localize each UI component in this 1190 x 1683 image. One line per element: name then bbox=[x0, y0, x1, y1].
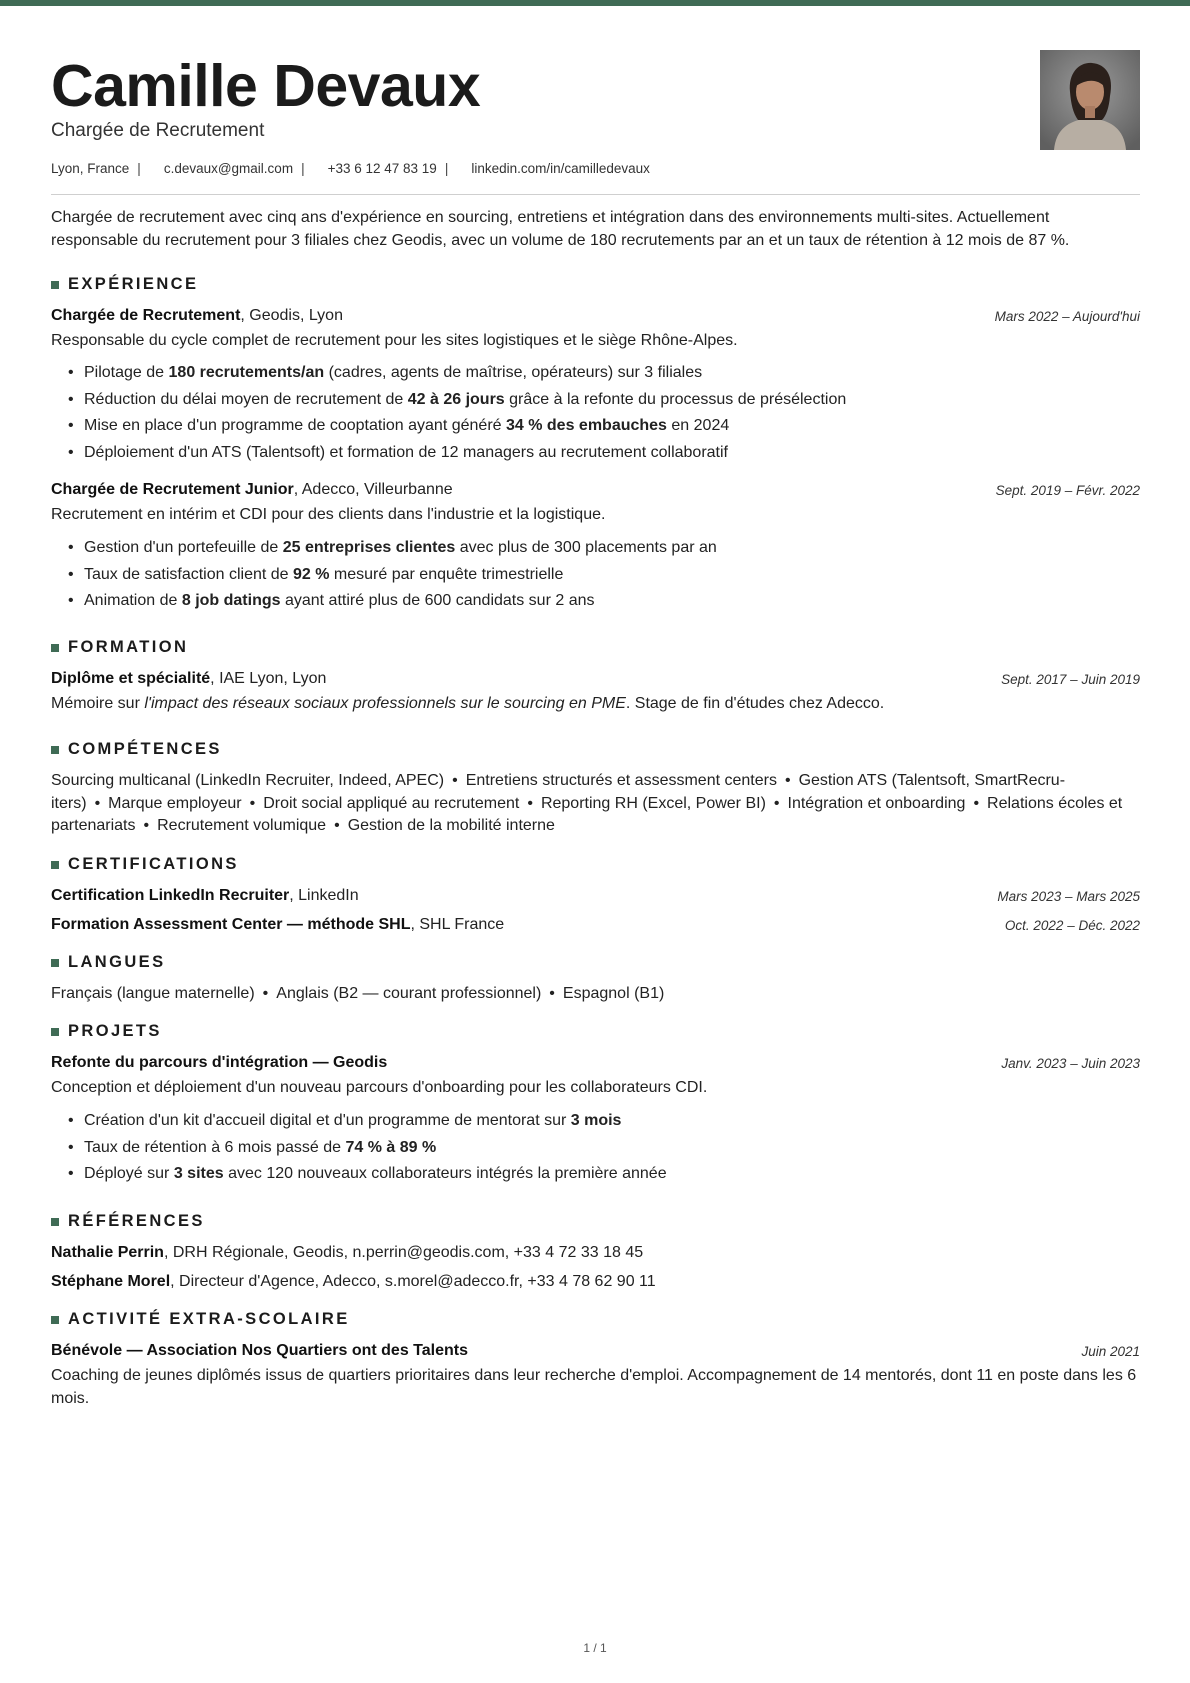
reference-entry bbox=[51, 1271, 1140, 1293]
experience-date: Sept. 2019 – Févr. 2022 bbox=[995, 483, 1140, 498]
contact-location: Lyon, France bbox=[51, 161, 130, 176]
skill-item: Relations écoles et partenariats bbox=[51, 794, 1123, 834]
section-marker-icon bbox=[51, 746, 59, 754]
experience-entry-heading bbox=[51, 479, 1140, 501]
list-item: • Création d'un kit d'accueil digital et d'un programme de mentorat sur 3 mois bbox=[84, 1108, 1134, 1135]
reference-details: , Directeur d'Agence, Adecco, s.morel@adecco.fr, +33 4 78 62 90 11 bbox=[170, 1273, 656, 1290]
project-bullet-list bbox=[84, 1108, 1134, 1188]
list-item: • Mise en place d'un programme de cooptation ayant généré 34 % des embauches en 2024 bbox=[84, 413, 1134, 440]
section-marker-icon bbox=[51, 281, 59, 289]
project-entry-heading bbox=[51, 1052, 1140, 1074]
reference-details: , DRH Régionale, Geodis, n.perrin@geodis.com, +33 4 72 33 18 45 bbox=[163, 1244, 644, 1261]
contact-separator: | bbox=[137, 161, 141, 176]
reference-name: Stéphane Morel bbox=[51, 1273, 171, 1290]
section-marker-icon bbox=[51, 959, 59, 967]
list-item: • Déploiement d'un ATS (Talentsoft) et formation de 12 managers au recrutement collaboratif bbox=[84, 440, 1134, 467]
skill-item: Reporting RH (Excel, Power BI) bbox=[540, 794, 766, 812]
section-title-competences: COMPÉTENCES bbox=[51, 740, 222, 759]
skill-item: Recrutement volumique bbox=[157, 817, 327, 834]
skill-item: Gestion de la mobilité interne bbox=[347, 817, 555, 834]
certification-date: Mars 2023 – Mars 2025 bbox=[997, 889, 1140, 904]
candidate-name: Camille Devaux bbox=[51, 53, 481, 119]
contact-separator: | bbox=[301, 161, 305, 176]
contact-separator: | bbox=[444, 161, 449, 176]
page-number: 1 / 1 bbox=[583, 1641, 607, 1655]
section-title-references: RÉFÉRENCES bbox=[51, 1212, 205, 1231]
contact-email[interactable]: c.devaux@gmail.com bbox=[163, 161, 294, 176]
skills-list: Sourcing multicanal (LinkedIn Recruiter, Indeed, APEC) • Entretiens structurés et assessment centers • Gestion ATS (Talentsoft, SmartRecru-iters) • Marque employeur • Droit social appliqué au recrutement • Reporting RH (Excel, Power BI) • Intégration et onboarding • Relations écoles et partenariats • Recrutement volumique • Gestion de la mobilité interne bbox=[51, 772, 1123, 834]
extra-description: Coaching de jeunes diplômés issus de quartiers prioritaires dans leur recherche d'emploi. Accompagnement de 14 mentorés, dont 11 en poste dans les 6 mois. bbox=[51, 1367, 1137, 1407]
list-item: • Taux de satisfaction client de 92 % mesuré par enquête trimestrielle bbox=[84, 562, 1134, 589]
experience-entry-heading bbox=[51, 305, 1140, 327]
profile-summary: Chargée de recrutement avec cinq ans d'expérience en sourcing, entretiens et intégration dans des environnements multi-sites. Actuellement responsable du recrutement pour 3 filiales chez Geodis, avec un volume de 180 recrutements par an et un taux de rétention à 12 mois de 87 %. bbox=[51, 209, 1070, 249]
list-item: • Gestion d'un portefeuille de 25 entreprises clientes avec plus de 300 placements par an bbox=[84, 535, 1134, 562]
skill-item: Gestion ATS (Talentsoft, SmartRecru-iters) bbox=[51, 772, 1066, 812]
profile-photo-image bbox=[1040, 50, 1140, 150]
experience-role: Chargée de Recrutement Junior bbox=[51, 481, 294, 498]
certification-date: Oct. 2022 – Déc. 2022 bbox=[1004, 918, 1140, 933]
experience-company: , Geodis, Lyon bbox=[240, 307, 343, 324]
experience-date: Mars 2022 – Aujourd'hui bbox=[994, 309, 1140, 324]
experience-description: Recrutement en intérim et CDI pour des clients dans l'industrie et la logistique. bbox=[51, 506, 606, 523]
formation-date: Sept. 2017 – Juin 2019 bbox=[1001, 672, 1140, 687]
skill-item: Droit social appliqué au recrutement bbox=[263, 794, 520, 812]
certification-entry bbox=[51, 914, 1140, 936]
experience-bullet-list bbox=[84, 535, 1134, 615]
extra-entry-heading bbox=[51, 1340, 1140, 1362]
project-title: Refonte du parcours d'intégration — Geodis bbox=[51, 1054, 388, 1071]
section-title-langues: LANGUES bbox=[51, 953, 165, 972]
formation-description: Mémoire sur l'impact des réseaux sociaux professionnels sur le sourcing en PME. Stage de fin d'études chez Adecco. bbox=[51, 695, 885, 712]
certification-entry bbox=[51, 885, 1140, 907]
extra-date: Juin 2021 bbox=[1081, 1344, 1140, 1359]
language-item: Espagnol (B1) bbox=[562, 985, 665, 1002]
experience-company: , Adecco, Villeurbanne bbox=[293, 481, 453, 498]
contact-linkedin[interactable]: linkedin.com/in/camilledevaux bbox=[471, 161, 650, 176]
job-title: Chargée de Recrutement bbox=[51, 120, 265, 141]
skill-item: Entretiens structurés et assessment centers bbox=[465, 772, 777, 789]
experience-role: Chargée de Recrutement bbox=[51, 307, 241, 324]
section-marker-icon bbox=[51, 861, 59, 869]
header-divider bbox=[51, 194, 1140, 195]
skill-item: Marque employeur bbox=[108, 794, 242, 812]
section-title-projets: PROJETS bbox=[51, 1022, 162, 1041]
skill-item: Sourcing multicanal (LinkedIn Recruiter, Indeed, APEC) bbox=[51, 772, 445, 789]
section-marker-icon bbox=[51, 644, 59, 652]
language-item: Français (langue maternelle) bbox=[51, 985, 255, 1002]
list-item: • Taux de rétention à 6 mois passé de 74 % à 89 % bbox=[84, 1135, 1134, 1162]
section-title-certifications: CERTIFICATIONS bbox=[51, 855, 239, 874]
accent-top-bar bbox=[0, 0, 1190, 6]
certification-name: Formation Assessment Center — méthode SHL bbox=[51, 916, 411, 933]
list-item: • Animation de 8 job datings ayant attiré plus de 600 candidats sur 2 ans bbox=[84, 588, 1134, 615]
formation-school: , IAE Lyon, Lyon bbox=[210, 670, 327, 687]
section-title-experience: EXPÉRIENCE bbox=[51, 275, 198, 294]
list-item: • Pilotage de 180 recrutements/an (cadres, agents de maîtrise, opérateurs) sur 3 filiales bbox=[84, 360, 1134, 387]
section-marker-icon bbox=[51, 1028, 59, 1036]
project-date: Janv. 2023 – Juin 2023 bbox=[1001, 1056, 1140, 1071]
extra-title: Bénévole — Association Nos Quartiers ont des Talents bbox=[51, 1342, 468, 1359]
certification-issuer: , SHL France bbox=[410, 916, 505, 933]
project-description: Conception et déploiement d'un nouveau parcours d'onboarding pour les collaborateurs CDI. bbox=[51, 1079, 708, 1096]
formation-entry-heading bbox=[51, 668, 1140, 690]
certification-name: Certification LinkedIn Recruiter bbox=[51, 887, 290, 904]
formation-degree: Diplôme et spécialité bbox=[51, 670, 211, 687]
list-item: • Déployé sur 3 sites avec 120 nouveaux collaborateurs intégrés la première année bbox=[84, 1161, 1134, 1188]
experience-bullet-list bbox=[84, 360, 1134, 466]
list-item: • Réduction du délai moyen de recrutement de 42 à 26 jours grâce à la refonte du processus de présélection bbox=[84, 387, 1134, 414]
contact-phone[interactable]: +33 6 12 47 83 19 bbox=[327, 161, 437, 176]
section-marker-icon bbox=[51, 1316, 59, 1324]
section-title-formation: FORMATION bbox=[51, 638, 188, 657]
experience-description: Responsable du cycle complet de recrutement pour les sites logistiques et le siège Rhône-Alpes. bbox=[51, 332, 738, 349]
certification-issuer: , LinkedIn bbox=[289, 887, 359, 904]
profile-photo bbox=[1040, 50, 1140, 150]
language-item: Anglais (B2 — courant professionnel) bbox=[276, 985, 542, 1002]
reference-name: Nathalie Perrin bbox=[51, 1244, 164, 1261]
reference-entry bbox=[51, 1242, 1140, 1264]
languages-list: Français (langue maternelle) • Anglais (B2 — courant professionnel) • Espagnol (B1) bbox=[51, 985, 665, 1002]
contact-line bbox=[51, 161, 658, 176]
skill-item: Intégration et onboarding bbox=[787, 794, 966, 812]
section-marker-icon bbox=[51, 1218, 59, 1226]
section-title-extra: ACTIVITÉ EXTRA-SCOLAIRE bbox=[51, 1310, 350, 1329]
